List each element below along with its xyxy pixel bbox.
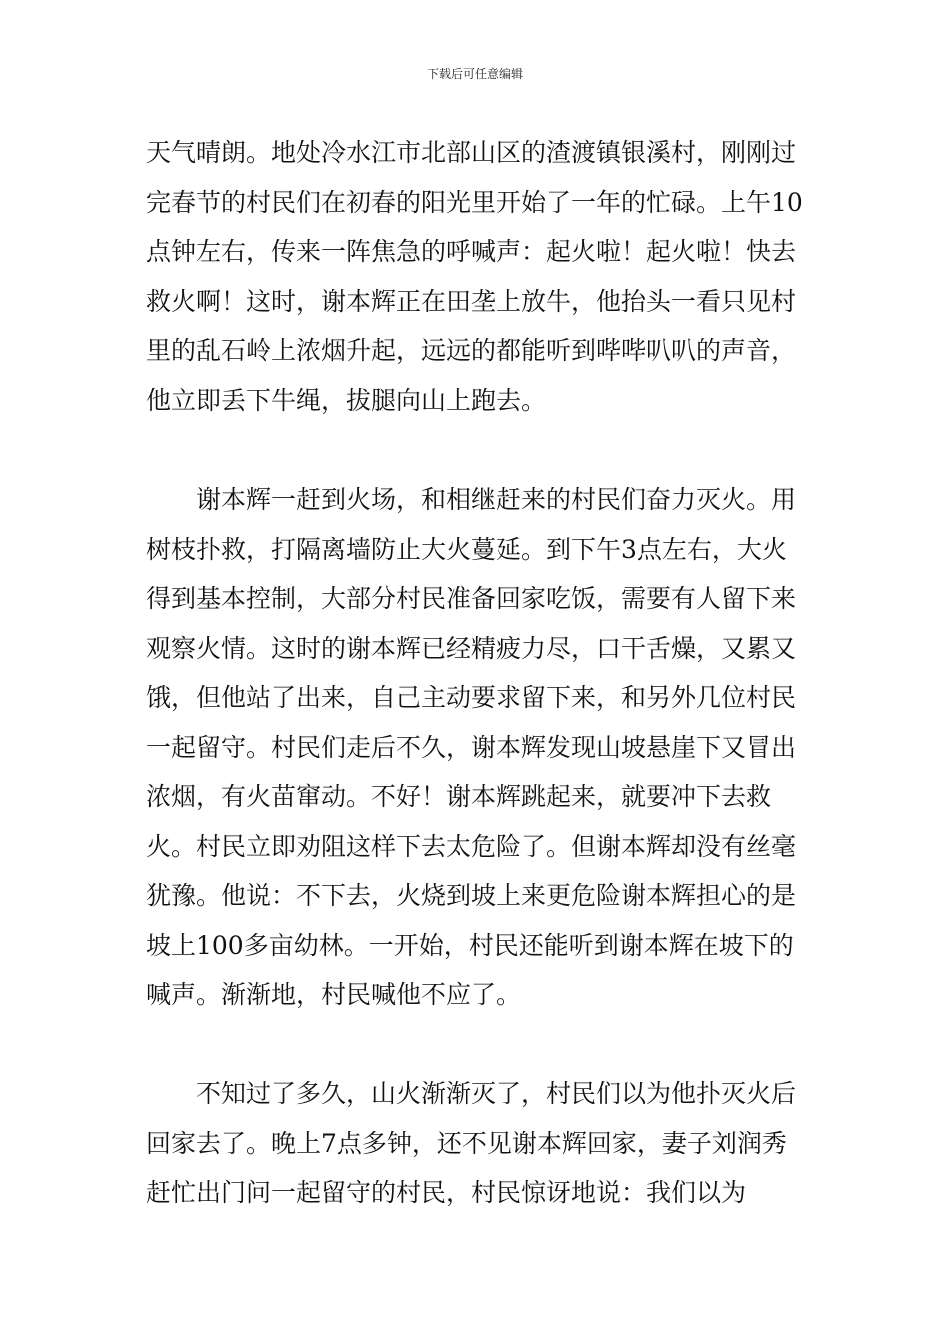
header-note: 下载后可任意编辑 — [426, 67, 523, 81]
paragraph-1: 天气晴朗。地处冷水江市北部山区的渣渡镇银溪村，刚刚过完春节的村民们在初春的阳光里开始了一年的忙碌。上午10点钟左右，传来一阵焦急的呼喊声：起火啦！起火啦！快去救火啊！这时，谢本辉正在田垄上放牛，他抬头一看只见村里的乱石岭上浓烟升起，远远的都能听到哔哔叭叭的声音，他立即丢下牛绳，拔腿向山上跑去。 — [146, 138, 803, 415]
paragraph-2: 谢本辉一赶到火场，和相继赶来的村民们奋力灭火。用树枝扑救，打隔离墙防止大火蔓延。到下午3点左右，大火得到基本控制，大部分村民准备回家吃饭，需要有人留下来观察火情。这时的谢本辉已经精疲力尽，口干舌燥，又累又饿，但他站了出来，自己主动要求留下来，和另外几位村民一起留守。村民们走后不久，谢本辉发现山坡悬崖下又冒出浓烟，有火苗窜动。不好！谢本辉跳起来，就要冲下去救火。村民立即劝阻这样下去太危险了。但谢本辉却没有丝毫犹豫。他说：不下去，火烧到坡上来更危险谢本辉担心的是坡上100多亩幼林。一开始，村民还能听到谢本辉在坡下的喊声。渐渐地，村民喊他不应了。 — [146, 485, 797, 1009]
paragraph-3: 不知过了多久，山火渐渐灭了，村民们以为他扑灭火后回家去了。晚上7点多钟，还不见谢本辉回家，妻子刘润秀赶忙出门问一起留守的村民，村民惊讶地说：我们以为 — [146, 1079, 797, 1207]
